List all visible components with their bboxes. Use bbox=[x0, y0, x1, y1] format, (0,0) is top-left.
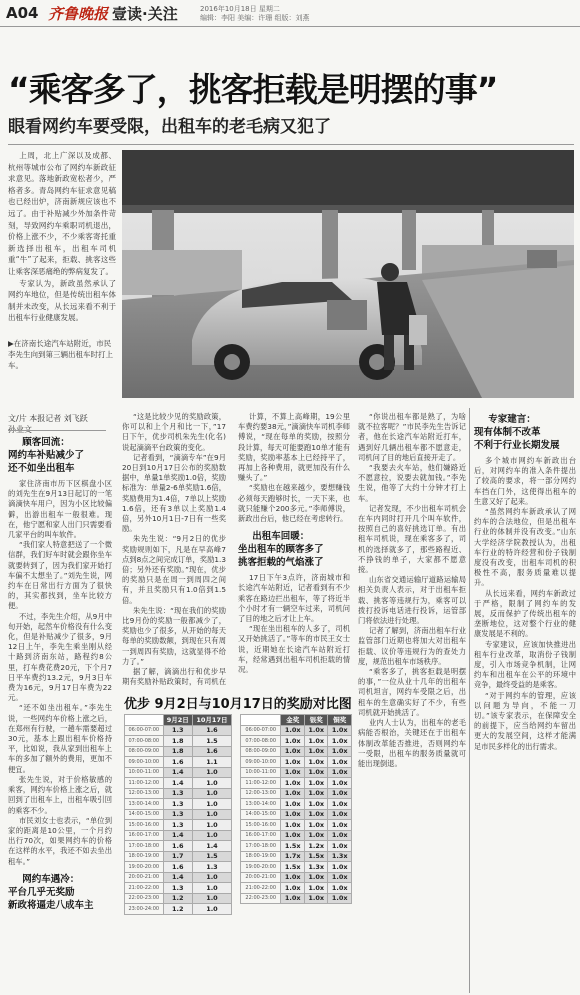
table-value-cell: 1.0 bbox=[192, 809, 231, 820]
table-time-cell: 18:00-19:00 bbox=[125, 851, 164, 862]
table-value-cell: 1.0x bbox=[304, 778, 328, 789]
table-value-cell: 1.0 bbox=[192, 788, 231, 799]
table-header-cell: 9月2日 bbox=[163, 715, 192, 726]
article-paragraph: 专家建议，应该加快推进出租车行业改革，取消份子钱制度，引入市场竞争机制，让网约车和出租车在公平的环境中竞争，最终受益的是乘客。 bbox=[474, 639, 576, 690]
section-name: 壹读·关注 bbox=[112, 5, 178, 23]
table-value-cell: 1.3 bbox=[163, 820, 192, 831]
table-value-cell: 1.0x bbox=[328, 778, 352, 789]
table-value-cell: 1.0x bbox=[304, 872, 328, 883]
table-value-cell: 1.6 bbox=[192, 725, 231, 736]
table-time-cell: 15:00-16:00 bbox=[125, 820, 164, 831]
table-value-cell: 1.0x bbox=[281, 757, 305, 768]
table-value-cell: 1.0x bbox=[328, 872, 352, 883]
divider bbox=[8, 144, 574, 145]
table-row bbox=[241, 809, 352, 820]
table-value-cell: 1.1 bbox=[192, 757, 231, 768]
table-value-cell: 1.0x bbox=[304, 809, 328, 820]
section-subhead: 网约车遇冷： 平台几乎无奖励 新政将逼走八成车主 bbox=[8, 873, 94, 911]
table-value-cell: 1.0x bbox=[328, 725, 352, 736]
table-row bbox=[241, 893, 352, 904]
table-value-cell: 1.3x bbox=[304, 862, 328, 873]
table-row bbox=[125, 841, 232, 852]
table-header-cell bbox=[125, 715, 164, 726]
table-value-cell: 1.5 bbox=[192, 736, 231, 747]
subheadline: 眼看网约车要受限，出租车的老毛病又犯了 bbox=[8, 117, 331, 137]
table-time-cell: 23:00-24:00 bbox=[125, 904, 164, 915]
table-value-cell: 1.6 bbox=[163, 841, 192, 852]
table-value-cell: 1.0x bbox=[281, 788, 305, 799]
table-time-cell: 20:00-21:00 bbox=[125, 872, 164, 883]
table-value-cell: 1.4 bbox=[163, 872, 192, 883]
table-row bbox=[125, 904, 232, 915]
article-paragraph: 记者发现，不少出租车司机会在车内同时打开几个叫车软件，按照自己的喜好挑选订单。有出租车司机说，现在乘客多了，司机的选择就多了，那些路程近、不挣钱的单子，大家都不愿意接。 bbox=[358, 503, 466, 575]
reward-table-sept bbox=[124, 714, 232, 915]
article-paragraph: 17日下午3点许，济南城市和长途汽车站附近，记者看到有不少乘客在路边拦出租车，等了将近半个小时才有一辆空车过来，司机问了目的地之后才让上车。 bbox=[238, 573, 350, 624]
article-paragraph: “现在坐出租车的人多了，司机又开始挑活了。”等车的市民王女士说，近期她在长途汽车站附近打车，经常遇到出租车司机拒载的情况。 bbox=[238, 624, 350, 675]
table-value-cell: 1.0x bbox=[281, 830, 305, 841]
table-value-cell: 1.0x bbox=[328, 820, 352, 831]
news-photo bbox=[122, 150, 574, 398]
table-value-cell: 1.0x bbox=[281, 736, 305, 747]
table-value-cell: 1.0x bbox=[304, 725, 328, 736]
table-value-cell: 1.6 bbox=[163, 757, 192, 768]
article-paragraph: “这是比较少见的奖励政策，你可以和上个月和比一下，”17日下午，优步司机朱先生(化名)说起滴滴平台政策的变化。 bbox=[122, 412, 226, 452]
table-header-cell bbox=[241, 715, 281, 726]
table-value-cell: 1.0x bbox=[304, 893, 328, 904]
table-value-cell: 1.5x bbox=[281, 862, 305, 873]
article-paragraph: 朱先生说：“9月2日的优步奖励规则如下，凡是在早高峰7点到8点之间完成订单，奖励1.3倍；另外还有奖励。”现在，优步的奖励只是在周一到周四之间有，并且奖励只有1.0倍到1.5倍。 bbox=[122, 534, 226, 605]
table-row bbox=[125, 746, 232, 757]
table-row bbox=[241, 736, 352, 747]
table-time-cell: 16:00-17:00 bbox=[241, 830, 281, 841]
table-row bbox=[241, 767, 352, 778]
table-time-cell: 13:00-14:00 bbox=[125, 799, 164, 810]
table-time-cell: 12:00-13:00 bbox=[125, 788, 164, 799]
table-value-cell: 1.2x bbox=[304, 841, 328, 852]
table-value-cell: 1.0x bbox=[304, 799, 328, 810]
table-value-cell: 1.0x bbox=[328, 746, 352, 757]
table-value-cell: 1.0x bbox=[281, 767, 305, 778]
article-column-3 bbox=[238, 412, 350, 687]
table-row bbox=[241, 872, 352, 883]
table-row bbox=[125, 809, 232, 820]
table-row bbox=[125, 830, 232, 841]
article-column-2 bbox=[122, 412, 226, 687]
article-paragraph: “我们家人特意把送了一个微信群，我们好车时就会跟你坐车就要转到了，因为我们家开始打车偏不太想坐了。”刘先生说，网约车在日常出行方面为了很快的，其实都找到，坐车比较方便。 bbox=[8, 540, 112, 611]
table-value-cell: 1.3 bbox=[163, 725, 192, 736]
table-row bbox=[241, 841, 352, 852]
table-value-cell: 1.0x bbox=[281, 820, 305, 831]
editors-line: 编辑：李阳 美编：许珊 组版：刘燕 bbox=[200, 14, 310, 22]
article-paragraph: 山东省交通运输厅道路运输局相关负责人表示，对于出租车拒载、挑客等违规行为，乘客可以拨打投诉电话进行投诉，运管部门将依法进行处理。 bbox=[358, 575, 466, 626]
table-value-cell: 1.3 bbox=[163, 883, 192, 894]
table-time-cell: 16:00-17:00 bbox=[125, 830, 164, 841]
table-row bbox=[125, 851, 232, 862]
table-time-cell: 21:00-22:00 bbox=[241, 883, 281, 894]
table-row bbox=[241, 851, 352, 862]
table-row bbox=[125, 799, 232, 810]
table-header-row bbox=[125, 715, 232, 726]
table-row bbox=[241, 862, 352, 873]
table-time-cell: 11:00-12:00 bbox=[125, 778, 164, 789]
table-value-cell: 1.0x bbox=[328, 767, 352, 778]
table-time-cell: 15:00-16:00 bbox=[241, 820, 281, 831]
table-value-cell: 1.8 bbox=[163, 746, 192, 757]
table-value-cell: 1.0x bbox=[328, 799, 352, 810]
table-header-cell: 银奖 bbox=[304, 715, 328, 726]
table-value-cell: 1.4 bbox=[163, 830, 192, 841]
table-value-cell: 1.0x bbox=[281, 778, 305, 789]
table-row bbox=[241, 778, 352, 789]
table-time-cell: 09:00-10:00 bbox=[125, 757, 164, 768]
article-paragraph: 不过，李先生介绍，从9月中旬开始，起然车价格没有什么变化，但是补贴减少了很多，9月12日上午，李先生乘坐刚从经十路到济南东站，路程约8公里，打车费花费20元，下个月7日平车费约13.2元，9月3日车费为16元，9月17日车费为22元。 bbox=[8, 611, 112, 703]
table-time-cell: 20:00-21:00 bbox=[241, 872, 281, 883]
table-header-row bbox=[241, 715, 352, 726]
table-value-cell: 1.2 bbox=[163, 904, 192, 915]
photo-caption: ▶在济南长途汽车站附近，市民李先生向到第三辆出租车时打上车。 bbox=[8, 339, 113, 370]
article-paragraph: 据了解，滴滴出行和优步早期有奖励补贴政策时，有司机在 bbox=[122, 667, 226, 687]
table-time-cell: 12:00-13:00 bbox=[241, 788, 281, 799]
divider bbox=[8, 430, 106, 431]
article-paragraph: 从长远来看，网约车新政过于严格，限制了网约车的发展，反而保护了传统出租车的垄断地位，这对整个行业的健康发展是不利的。 bbox=[474, 588, 576, 639]
page-header bbox=[0, 0, 580, 27]
page-number: A04 bbox=[6, 4, 39, 22]
table-time-cell: 09:00-10:00 bbox=[241, 757, 281, 768]
table-time-cell: 18:00-19:00 bbox=[241, 851, 281, 862]
table-time-cell: 06:00-07:00 bbox=[125, 725, 164, 736]
table-value-cell: 1.0x bbox=[328, 788, 352, 799]
table-row bbox=[125, 788, 232, 799]
table-value-cell: 1.0 bbox=[192, 778, 231, 789]
column-divider bbox=[469, 408, 470, 993]
table-time-cell: 07:00-08:00 bbox=[241, 736, 281, 747]
lead-paragraph: 专家认为，新政虽然承认了网约车地位，但是传统出租车体制并未改变，从长远来看不利于出租车行业健康发展。 bbox=[8, 278, 116, 323]
table-value-cell: 1.0x bbox=[281, 883, 305, 894]
table-value-cell: 1.0x bbox=[328, 809, 352, 820]
table-value-cell: 1.4 bbox=[163, 767, 192, 778]
date-line: 2016年10月18日 星期二 bbox=[200, 5, 280, 13]
table-time-cell: 06:00-07:00 bbox=[241, 725, 281, 736]
table-row bbox=[241, 799, 352, 810]
table-value-cell: 1.3 bbox=[192, 862, 231, 873]
article-paragraph: 业内人士认为，出租车的老毛病能否根治，关键还在于出租车体制改革能否推进，否则网约车一受限，出租车的服务质量就可能出现倒退。 bbox=[358, 718, 466, 768]
table-time-cell: 08:00-09:00 bbox=[125, 746, 164, 757]
table-value-cell: 1.0x bbox=[304, 788, 328, 799]
paper-logo: 齐鲁晚报 bbox=[48, 5, 109, 23]
table-row bbox=[241, 746, 352, 757]
table-value-cell: 1.0x bbox=[304, 820, 328, 831]
table-value-cell: 1.0x bbox=[304, 883, 328, 894]
table-value-cell: 1.7x bbox=[281, 851, 305, 862]
table-time-cell: 10:00-11:00 bbox=[125, 767, 164, 778]
table-row bbox=[125, 883, 232, 894]
table-value-cell: 1.0 bbox=[192, 893, 231, 904]
article-paragraph: 记者了解到，济南出租车行业监管部门近期也将加大对出租车拒载、议价等违规行为的查处力度，规范出租车市场秩序。 bbox=[358, 626, 466, 666]
table-value-cell: 1.0x bbox=[281, 725, 305, 736]
lead-paragraph: 上周，北上广深以及成都、杭州等城市公布了网约车新政征求意见。落地新政宽松者少，严格者多。青岛网约车征求意见稿也已经出炉，济南新规应该也不远了。由于补贴减少外加条件苛刻，导致网约车乘职司机退出，价格上涨不少，不少乘客寄托重新选择出租车，出租车司机重“牛”了起来，拒载、挑客这些让乘客深恶痛绝的弊病复发了。 bbox=[8, 151, 116, 276]
article-paragraph: 市民刘女士也表示，“单位到家的距离是10公里，一个月约出行70次，如果网约车的价格在这样的水平，我还不如去坐出租车。” bbox=[8, 815, 112, 866]
article-column-1 bbox=[8, 436, 112, 991]
table-time-cell: 22:00-23:00 bbox=[241, 893, 281, 904]
article-column-5 bbox=[474, 413, 576, 991]
table-value-cell: 1.0 bbox=[192, 883, 231, 894]
table-value-cell: 1.0x bbox=[328, 757, 352, 768]
table-row bbox=[241, 883, 352, 894]
table-row bbox=[241, 820, 352, 831]
article-paragraph: 张先生说，对于价格敏感的乘客，网约车价格上涨之后，就回到了出租车上，出租车吸引回的乘客不少。 bbox=[8, 774, 112, 815]
table-header-cell: 10月17日 bbox=[192, 715, 231, 726]
table-time-cell: 14:00-15:00 bbox=[241, 809, 281, 820]
section-subhead: 出租车回暖： 坐出租车的顾客多了 挑客拒载的气焰涨了 bbox=[238, 531, 324, 569]
table-value-cell: 1.3x bbox=[328, 851, 352, 862]
table-value-cell: 1.0x bbox=[281, 893, 305, 904]
table-value-cell: 1.0x bbox=[281, 746, 305, 757]
table-value-cell: 1.0x bbox=[304, 736, 328, 747]
table-time-cell: 13:00-14:00 bbox=[241, 799, 281, 810]
table-value-cell: 1.0x bbox=[328, 736, 352, 747]
table-value-cell: 1.6 bbox=[163, 862, 192, 873]
table-row bbox=[125, 736, 232, 747]
table-value-cell: 1.0x bbox=[281, 809, 305, 820]
table-value-cell: 1.0 bbox=[192, 872, 231, 883]
headline: “乘客多了，挑客拒载是明摆的事” bbox=[8, 70, 498, 109]
table-row bbox=[241, 725, 352, 736]
table-value-cell: 1.0 bbox=[192, 830, 231, 841]
table-value-cell: 1.0 bbox=[192, 820, 231, 831]
table-header-cell: 铜奖 bbox=[328, 715, 352, 726]
article-paragraph: 多个城市网约车新政出台后，对网约车的准入条件提出了较高的要求，将一部分网约车挡在门外，这使得出租车的生意又好了起来。 bbox=[474, 456, 576, 506]
table-value-cell: 1.0x bbox=[328, 883, 352, 894]
article-paragraph: “你说出租车都是熟了，为啥就不拉客呢？”市民李先生告诉记者，他在长途汽车站附近打车，遇到好几辆出租车都不愿意走，司机问了目的地后直接开走了。 bbox=[358, 412, 466, 462]
byline: 文/片 本报记者 刘飞跃 bbox=[8, 414, 88, 423]
table-value-cell: 1.3 bbox=[163, 788, 192, 799]
table-header-cell: 金奖 bbox=[281, 715, 305, 726]
table-value-cell: 1.5x bbox=[304, 851, 328, 862]
article-column-4 bbox=[358, 412, 466, 992]
table-value-cell: 1.5x bbox=[281, 841, 305, 852]
table-value-cell: 1.0 bbox=[192, 799, 231, 810]
table-row bbox=[125, 820, 232, 831]
table-value-cell: 1.0 bbox=[192, 904, 231, 915]
table-value-cell: 1.0x bbox=[304, 746, 328, 757]
table-row bbox=[125, 757, 232, 768]
section-subhead: 顾客回流： 网约车补贴减少了 还不如坐出租车 bbox=[8, 437, 85, 474]
table-time-cell: 19:00-20:00 bbox=[125, 862, 164, 873]
table-time-cell: 08:00-09:00 bbox=[241, 746, 281, 757]
article-paragraph: 计算，不算上高峰期，19公里车费约要38元，”滴滴快车司机李师傅说，“现在每单的奖励，按照分段计算，每天可能要跑10单才能有奖励，奖励率基本上已经持平了，再加上各种费用，就更加没有什么赚头了。” bbox=[238, 412, 350, 483]
article-paragraph: “乘客多了，挑客拒载是明摆的事，”一位从业十几年的出租车司机坦言，网约车受限之后，出租车的生意确实好了不少，有些司机就开始挑活了。 bbox=[358, 667, 466, 717]
header-meta bbox=[200, 5, 309, 23]
article-paragraph: 记者看到，“滴滴专车”在9月20日到10月17日公布的奖励数据中，单量1单奖励1.0倍，奖励标准为：单量2-6单奖励1.6倍，奖励费用为1.4倍，7单以上奖励1.6倍，还有3单以上奖励1.4倍，另外10月1日-7日有一些奖励。 bbox=[122, 452, 226, 534]
table-value-cell: 1.3 bbox=[163, 799, 192, 810]
table-value-cell: 1.4 bbox=[192, 841, 231, 852]
table-value-cell: 1.7 bbox=[163, 851, 192, 862]
article-paragraph: 朱先生说：“现在我们的奖励比9月份的奖励一般都减少了，奖励也少了很多，从开始的每天每单的奖励数额，到现在只有周一到周四有奖励，这就显得不给力了。” bbox=[122, 605, 226, 666]
table-value-cell: 1.4 bbox=[163, 778, 192, 789]
table-time-cell: 22:00-23:00 bbox=[125, 893, 164, 904]
table-row bbox=[125, 893, 232, 904]
table-row bbox=[241, 830, 352, 841]
table-value-cell: 1.0x bbox=[328, 841, 352, 852]
photo-scene bbox=[122, 150, 574, 398]
article-paragraph: “对于网约车的管理，应该以问题为导向，不能一刀切。”该专家表示，在保障安全的前提下，应当给网约车留出更大的发展空间，这样才能满足市民多样化的出行需求。 bbox=[474, 690, 576, 751]
table-row bbox=[125, 725, 232, 736]
article-paragraph: “奖励也在越来越少，要想赚钱必须每天跑够时长，一天下来，也就只能赚个200多元。”李师傅说，新政出台后，他已经在考虑转行。 bbox=[238, 483, 350, 524]
table-title: 优步 9月2日与10月17日的奖励对比图 bbox=[124, 697, 352, 712]
lead-paragraphs bbox=[8, 150, 116, 324]
table-value-cell: 1.0x bbox=[281, 799, 305, 810]
table-value-cell: 1.3 bbox=[163, 809, 192, 820]
table-value-cell: 1.0x bbox=[328, 862, 352, 873]
table-row bbox=[125, 778, 232, 789]
table-value-cell: 1.0x bbox=[304, 830, 328, 841]
table-time-cell: 07:00-08:00 bbox=[125, 736, 164, 747]
table-value-cell: 1.0x bbox=[304, 767, 328, 778]
table-value-cell: 1.2 bbox=[163, 893, 192, 904]
table-time-cell: 10:00-11:00 bbox=[241, 767, 281, 778]
reward-table-oct bbox=[240, 714, 352, 904]
table-value-cell: 1.0x bbox=[304, 757, 328, 768]
table-time-cell: 21:00-22:00 bbox=[125, 883, 164, 894]
table-value-cell: 1.0x bbox=[328, 893, 352, 904]
section-subhead: 专家建言： 现有体制不改革 不利于行业长期发展 bbox=[474, 414, 560, 451]
table-value-cell: 1.8 bbox=[163, 736, 192, 747]
table-value-cell: 1.0x bbox=[328, 830, 352, 841]
table-value-cell: 1.0 bbox=[192, 767, 231, 778]
article-paragraph: “还不如坐出租车。”李先生说，一些网约车价格上涨之后，在郑州有行驶，一趟车需要超过30元，基本上跟出租车价格持平，比如说，我从家到出租车上车的多加了额外的费用，更加不便宜。 bbox=[8, 703, 112, 774]
table-time-cell: 17:00-18:00 bbox=[241, 841, 281, 852]
table-time-cell: 14:00-15:00 bbox=[125, 809, 164, 820]
table-row bbox=[125, 767, 232, 778]
article-paragraph: “虽然网约车新政承认了网约车的合法地位，但是出租车行业的体制并没有改变。”山东大学经济学院教授认为，出租车行业的特许经营和份子钱制度没有改变，出租车司机的积极性不高，服务质量难以提升。 bbox=[474, 507, 576, 588]
table-row bbox=[125, 862, 232, 873]
table-value-cell: 1.6 bbox=[192, 746, 231, 757]
table-row bbox=[241, 757, 352, 768]
table-value-cell: 1.0x bbox=[281, 872, 305, 883]
article-paragraph: “我要去火车站，他们嫌路近不愿意拉，说要去就加钱。”李先生说，他等了大约十分钟才打上车。 bbox=[358, 463, 466, 503]
table-time-cell: 17:00-18:00 bbox=[125, 841, 164, 852]
table-value-cell: 1.5 bbox=[192, 851, 231, 862]
table-row bbox=[125, 872, 232, 883]
table-row bbox=[241, 788, 352, 799]
table-time-cell: 19:00-20:00 bbox=[241, 862, 281, 873]
table-time-cell: 11:00-12:00 bbox=[241, 778, 281, 789]
article-paragraph: 家住济南市历下区棋盘小区的刘先生在9月13日起订的一笔滴滴快车用户，因为小区比较偏僻，出游出租车一般很难。现在，他宁愿和家人出门只需要看几家平台的叫车软件。 bbox=[8, 479, 112, 540]
